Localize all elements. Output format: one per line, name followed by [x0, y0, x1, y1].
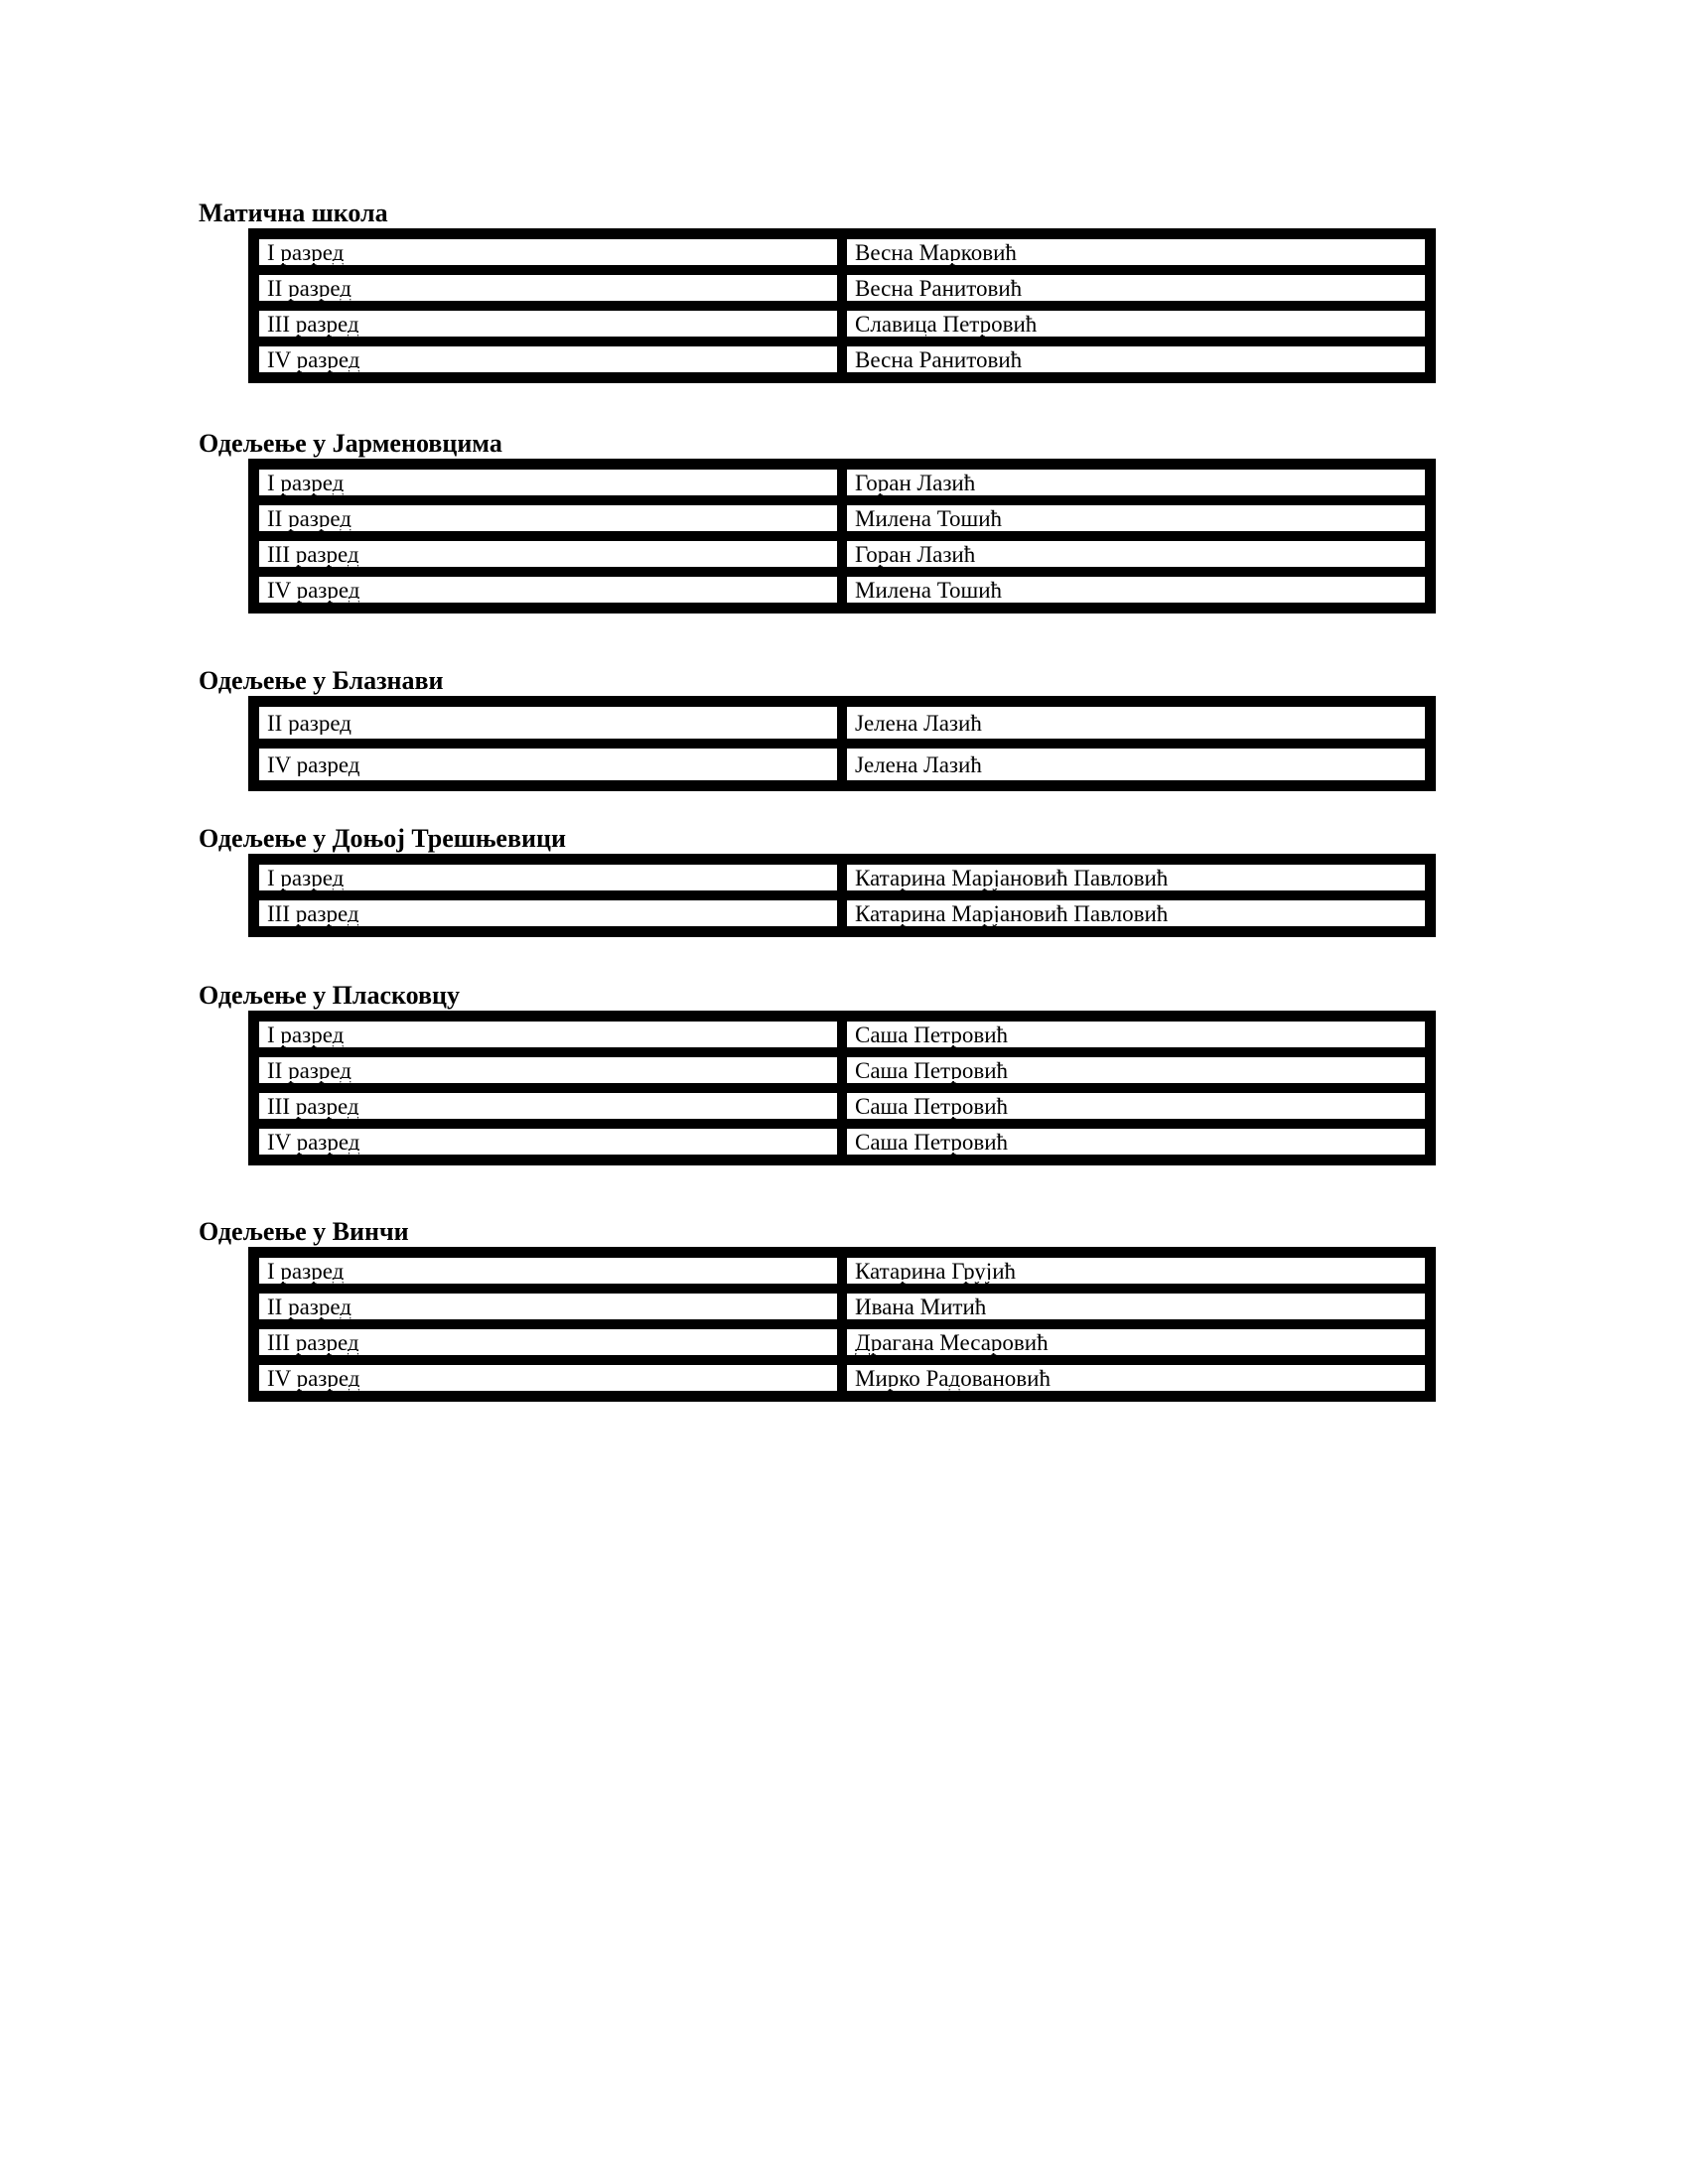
- table-row: [257, 344, 1427, 374]
- table-row: [257, 1020, 1427, 1049]
- table-row: [257, 575, 1427, 605]
- table-row: [257, 863, 1427, 892]
- teacher-cell: Весна Марковић: [845, 237, 1427, 267]
- table-row: [257, 539, 1427, 569]
- grade-teacher-table: [248, 854, 1436, 937]
- table-row: [257, 468, 1427, 497]
- table-row: [257, 309, 1427, 339]
- teacher-cell: Јелена Лазић: [845, 705, 1427, 741]
- grade-cell: IV разред: [257, 1127, 839, 1157]
- teacher-cell: Саша Петровић: [845, 1127, 1427, 1157]
- teacher-cell: Ивана Митић: [845, 1292, 1427, 1321]
- grade-cell: II разред: [257, 503, 839, 533]
- section-blaznava: [199, 666, 1440, 791]
- grade-teacher-table: [248, 1011, 1436, 1165]
- teacher-cell: Саша Петровић: [845, 1020, 1427, 1049]
- grade-cell: I разред: [257, 237, 839, 267]
- section-title: Одељење у Јарменовцима: [199, 429, 502, 458]
- section-jarmenovci: [199, 429, 1440, 614]
- grade-cell: IV разред: [257, 747, 839, 782]
- grade-cell: I разред: [257, 1256, 839, 1286]
- section-title: Одељење у Винчи: [199, 1217, 409, 1246]
- teacher-cell: Славица Петровић: [845, 309, 1427, 339]
- grade-cell: II разред: [257, 273, 839, 303]
- teacher-cell: Мирко Радовановић: [845, 1363, 1427, 1393]
- grade-cell: IV разред: [257, 1363, 839, 1393]
- grade-teacher-table: [248, 228, 1436, 383]
- grade-teacher-table: [248, 459, 1436, 614]
- table-row: [257, 1292, 1427, 1321]
- grade-cell: II разред: [257, 1055, 839, 1085]
- table-row: [257, 747, 1427, 782]
- grade-cell: III разред: [257, 539, 839, 569]
- teacher-cell: Весна Ранитовић: [845, 344, 1427, 374]
- section-title: Одељење у Доњој Трешњевици: [199, 824, 566, 853]
- teacher-cell: Саша Петровић: [845, 1055, 1427, 1085]
- table-row: [257, 1127, 1427, 1157]
- grade-cell: IV разред: [257, 575, 839, 605]
- teacher-cell: Саша Петровић: [845, 1091, 1427, 1121]
- table-row: [257, 1327, 1427, 1357]
- table-row: [257, 1256, 1427, 1286]
- table-row: [257, 273, 1427, 303]
- grade-cell: II разред: [257, 1292, 839, 1321]
- section-vinca: [199, 1217, 1440, 1402]
- teacher-cell: Јелена Лазић: [845, 747, 1427, 782]
- section-maticna-skola: [199, 199, 1440, 383]
- teacher-cell: Катарина Марјановић Павловић: [845, 898, 1427, 928]
- grade-cell: I разред: [257, 468, 839, 497]
- teacher-cell: Милена Тошић: [845, 503, 1427, 533]
- section-title: Матична школа: [199, 199, 388, 227]
- teacher-cell: Драгана Месаровић: [845, 1327, 1427, 1357]
- table-row: [257, 237, 1427, 267]
- teacher-cell: Горан Лазић: [845, 468, 1427, 497]
- grade-cell: III разред: [257, 309, 839, 339]
- grade-cell: II разред: [257, 705, 839, 741]
- grade-cell: I разред: [257, 1020, 839, 1049]
- table-row: [257, 1363, 1427, 1393]
- section-plaskovac: [199, 981, 1440, 1165]
- grade-cell: I разред: [257, 863, 839, 892]
- teacher-cell: Катарина Марјановић Павловић: [845, 863, 1427, 892]
- table-row: [257, 503, 1427, 533]
- grade-teacher-table: [248, 696, 1436, 791]
- grade-cell: IV разред: [257, 344, 839, 374]
- teacher-cell: Горан Лазић: [845, 539, 1427, 569]
- table-row: [257, 1091, 1427, 1121]
- section-title: Одељење у Пласковцу: [199, 981, 461, 1010]
- section-title: Одељење у Блазнави: [199, 666, 444, 695]
- section-donja-tresnjevica: [199, 824, 1440, 937]
- teacher-cell: Весна Ранитовић: [845, 273, 1427, 303]
- grade-cell: III разред: [257, 898, 839, 928]
- teacher-cell: Катарина Грујић: [845, 1256, 1427, 1286]
- grade-cell: III разред: [257, 1327, 839, 1357]
- table-row: [257, 898, 1427, 928]
- table-row: [257, 1055, 1427, 1085]
- grade-teacher-table: [248, 1247, 1436, 1402]
- table-row: [257, 705, 1427, 741]
- teacher-cell: Милена Тошић: [845, 575, 1427, 605]
- grade-cell: III разред: [257, 1091, 839, 1121]
